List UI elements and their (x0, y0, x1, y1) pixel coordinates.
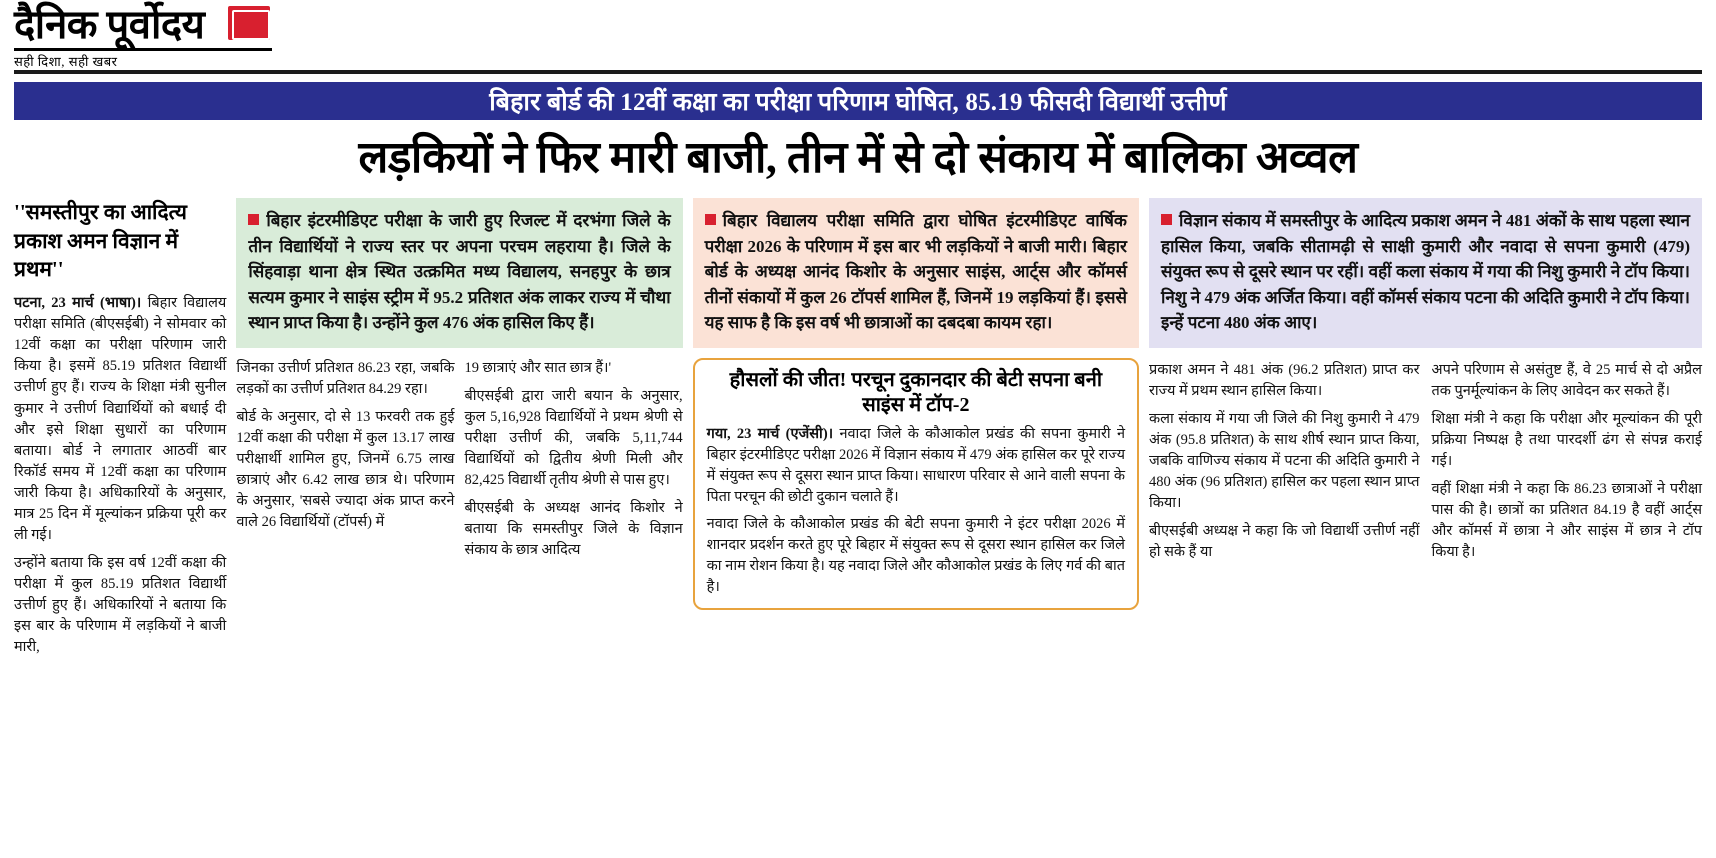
paragraph (14, 293, 226, 545)
square-bullet-icon (248, 214, 259, 225)
paragraph-text: बिहार विद्यालय परीक्षा समिति (बीएसईबी) ने सोमवार को 12वीं कक्षा का परीक्षा परिणाम जारी किया है। इसमें 85.19 प्रतिशत विद्यार्थी उत्तीर्ण हुए हैं। राज्य के शिक्षा मंत्री सुनील कुमार ने उत्तीर्ण विद्यार्थियों को बधाई दी और इसे शिक्षा सुधारों का परिणाम बताया। बोर्ड ने लगातार आठवीं बार रिकॉर्ड समय में 12वीं कक्षा का परिणाम जारी किया है। अधिकारियों के अनुसार, मात्र 25 दिन में मूल्यांकन प्रक्रिया पूरी कर ली गई। (14, 295, 227, 543)
pull-quote: ''समस्तीपुर का आदित्य प्रकाश अमन विज्ञान में प्रथम'' (14, 200, 187, 282)
paragraph: बीएसईबी के अध्यक्ष आनंद किशोर ने बताया कि समस्तीपुर जिले के विज्ञान संकाय के छात्र आदित्य (464, 499, 683, 559)
paragraph: उन्होंने बताया कि इस वर्ष 12वीं कक्षा की परीक्षा में कुल 85.19 प्रतिशत विद्यार्थी उत्तीर्ण हुए हैं। अधिकारियों ने बताया कि इस बार के परिणाम में लड़कियों ने बाजी मारी, (14, 554, 227, 655)
paragraph: वहीं शिक्षा मंत्री ने कहा कि 86.23 छात्राओं ने परीक्षा पास की है। छात्रों का प्रतिशत 84.19 है वहीं आर्ट्स और कॉमर्स में छात्रा ने और साइंस में छात्र ने टॉप किया है। (1431, 480, 1702, 561)
paragraph (707, 424, 1125, 508)
paragraph: कला संकाय में गया जी जिले की निशु कुमारी ने 479 अंक (95.8 प्रतिशत) के साथ शीर्ष स्थान प्राप्त किया, जबकि वाणिज्य संकाय में पटना की अदिति कुमारी ने 480 अंक (96 प्रतिशत) हासिल कर पहला स्थान प्राप्त किया। (1149, 410, 1420, 511)
paragraph: बीएसईबी द्वारा जारी बयान के अनुसार, कुल 5,16,928 विद्यार्थियों ने प्रथम श्रेणी से परीक्षा उत्तीर्ण की, जबकि 5,11,744 विद्यार्थियों को द्वितीय श्रेणी मिली और 82,425 विद्यार्थी तृतीय श्रेणी से पास हुए। (464, 387, 683, 488)
masthead (14, 0, 1702, 74)
paragraph: प्रकाश अमन ने 481 अंक (96.2 प्रतिशत) प्राप्त कर राज्य में प्रथम स्थान हासिल किया। (1149, 361, 1420, 399)
article-columns (14, 198, 1702, 664)
paragraph: जिनका उत्तीर्ण प्रतिशत 86.23 रहा, जबकि लड़कों का उत्तीर्ण प्रतिशत 84.29 रहा। (236, 359, 455, 397)
column-4-left (1149, 360, 1420, 570)
paragraph: बीएसईबी अध्यक्ष ने कहा कि जो विद्यार्थी उत्तीर्ण नहीं हो सके हैं या (1149, 523, 1420, 561)
kicker-text: बिहार बोर्ड की 12वीं कक्षा का परीक्षा परिणाम घोषित, 85.19 फीसदी विद्यार्थी उत्तीर्ण (489, 89, 1227, 116)
column-2-subcolumns (236, 358, 682, 568)
dateline: गया, 23 मार्च (एजेंसी)। (706, 425, 834, 442)
highlight-box-peach-text: बिहार विद्यालय परीक्षा समिति द्वारा घोषित इंटरमीडिएट वार्षिक परीक्षा 2026 के परिणाम में इस बार भी लड़कियों ने बाजी मारी। बिहार बोर्ड के अध्यक्ष आनंद किशोर के अनुसार साइंस, आर्ट्स और कॉमर्स तीनों संकायों में कुल 26 टॉपर्स शामिल हैं, जिनमें 19 लड़कियां हैं। इससे यह साफ है कि इस वर्ष भी छात्राओं का दबदबा कायम रहा। (704, 211, 1127, 333)
column-2 (236, 198, 682, 568)
column-2-left (236, 358, 454, 568)
column-2-right (464, 358, 682, 568)
page-title: लड़कियों ने फिर मारी बाजी, तीन में से दो संकाय में बालिका अव्वल (358, 133, 1358, 182)
column-4 (1149, 198, 1702, 570)
paragraph: 19 छात्राएं और सात छात्र हैं।' (464, 359, 612, 376)
highlight-box-peach (693, 198, 1139, 348)
highlight-box-green-text: बिहार इंटरमीडिएट परीक्षा के जारी हुए रिजल्ट में दरभंगा जिले के तीन विद्यार्थियों ने राज्य स्तर पर अपना परचम लहराया है। जिले के सिंहवाड़ा थाना क्षेत्र स्थित उत्क्रमित मध्य विद्यालय, सनहपुर के छात्र सत्यम कुमार ने साइंस स्ट्रीम में 95.2 प्रतिशत अंक लाकर राज्य में चौथा स्थान प्राप्त किया है। उन्होंने कुल 476 अंक हासिल किए हैं। (248, 211, 671, 333)
paragraph: बोर्ड के अनुसार, दो से 13 फरवरी तक हुई 12वीं कक्षा की परीक्षा में कुल 13.17 लाख परीक्षार्थी शामिल हुए, जिनमें 6.75 लाख छात्राएं और 6.42 लाख छात्र थे। परिणाम के अनुसार, 'सबसे ज्यादा अंक प्राप्त करने वाले 26 विद्यार्थियों (टॉपर्स) में (236, 408, 455, 530)
dateline: पटना, 23 मार्च (भाषा)। (14, 295, 142, 312)
column-4-subcolumns (1149, 360, 1702, 570)
square-bullet-icon (1161, 214, 1172, 225)
highlight-box-lavender-text: विज्ञान संकाय में समस्तीपुर के आदित्य प्रकाश अमन ने 481 अंकों के साथ पहला स्थान हासिल किया, जबकि सीतामढ़ी से साक्षी कुमारी और नवादा से सपना कुमारी (479) संयुक्त रूप से दूसरे स्थान पर रहीं। वहीं कला संकाय में गया की निशु कुमारी ने टॉप किया। निशु ने 479 अंक अर्जित किया। वहीं कॉमर्स संकाय पटना की अदिति कुमारी ने टॉप किया। इन्हें पटना 480 अंक आए। (1161, 211, 1690, 333)
column-1 (14, 198, 226, 664)
sidebar-story-title: हौसलों की जीत! परचून दुकानदार की बेटी सपना बनी साइंस में टॉप-2 (729, 368, 1102, 416)
paragraph: नवादा जिले के कौआकोल प्रखंड की बेटी सपना कुमारी ने इंटर परीक्षा 2026 में शानदार प्रदर्शन करते हुए पूरे बिहार में संयुक्त रूप से दूसरा स्थान हासिल कर जिले का नाम रोशन किया है। यह नवादा जिले और कौआकोल प्रखंड के लिए गर्व की बात है। (706, 515, 1125, 595)
column-4-right (1432, 360, 1703, 570)
paragraph: अपने परिणाम से असंतुष्ट हैं, वे 25 मार्च से दो अप्रैल तक पुनर्मूल्यांकन के लिए आवेदन कर सकते हैं। (1431, 361, 1702, 399)
sidebar-story-body (707, 424, 1125, 598)
highlight-box-green (236, 198, 682, 348)
logo-badge-frame-icon (232, 10, 270, 40)
logo-text: दैनिक पूर्वोदय (14, 2, 205, 47)
square-bullet-icon (705, 214, 716, 225)
kicker-bar (14, 82, 1702, 120)
logo-rule (14, 48, 272, 51)
sidebar-story (693, 358, 1139, 610)
paragraph-text: नवादा जिले के कौआकोल प्रखंड की सपना कुमारी ने बिहार इंटरमीडिएट परीक्षा 2026 में विज्ञान संकाय में 479 अंक हासिल कर पूरे राज्य में संयुक्त रूप से दूसरा स्थान प्राप्त किया। साधारण परिवार से आने वाली सपना के पिता परचून की छोटी दुकान चलाते हैं। (706, 425, 1125, 505)
logo-tagline: सही दिशा, सही खबर (14, 54, 118, 69)
column-1-body (14, 293, 226, 657)
paragraph: शिक्षा मंत्री ने कहा कि परीक्षा और मूल्यांकन की पूरी प्रक्रिया निष्पक्ष है तथा पारदर्शी ढंग से संपन्न कराई गई। (1431, 410, 1702, 469)
column-3 (693, 198, 1139, 610)
highlight-box-lavender (1149, 198, 1702, 348)
